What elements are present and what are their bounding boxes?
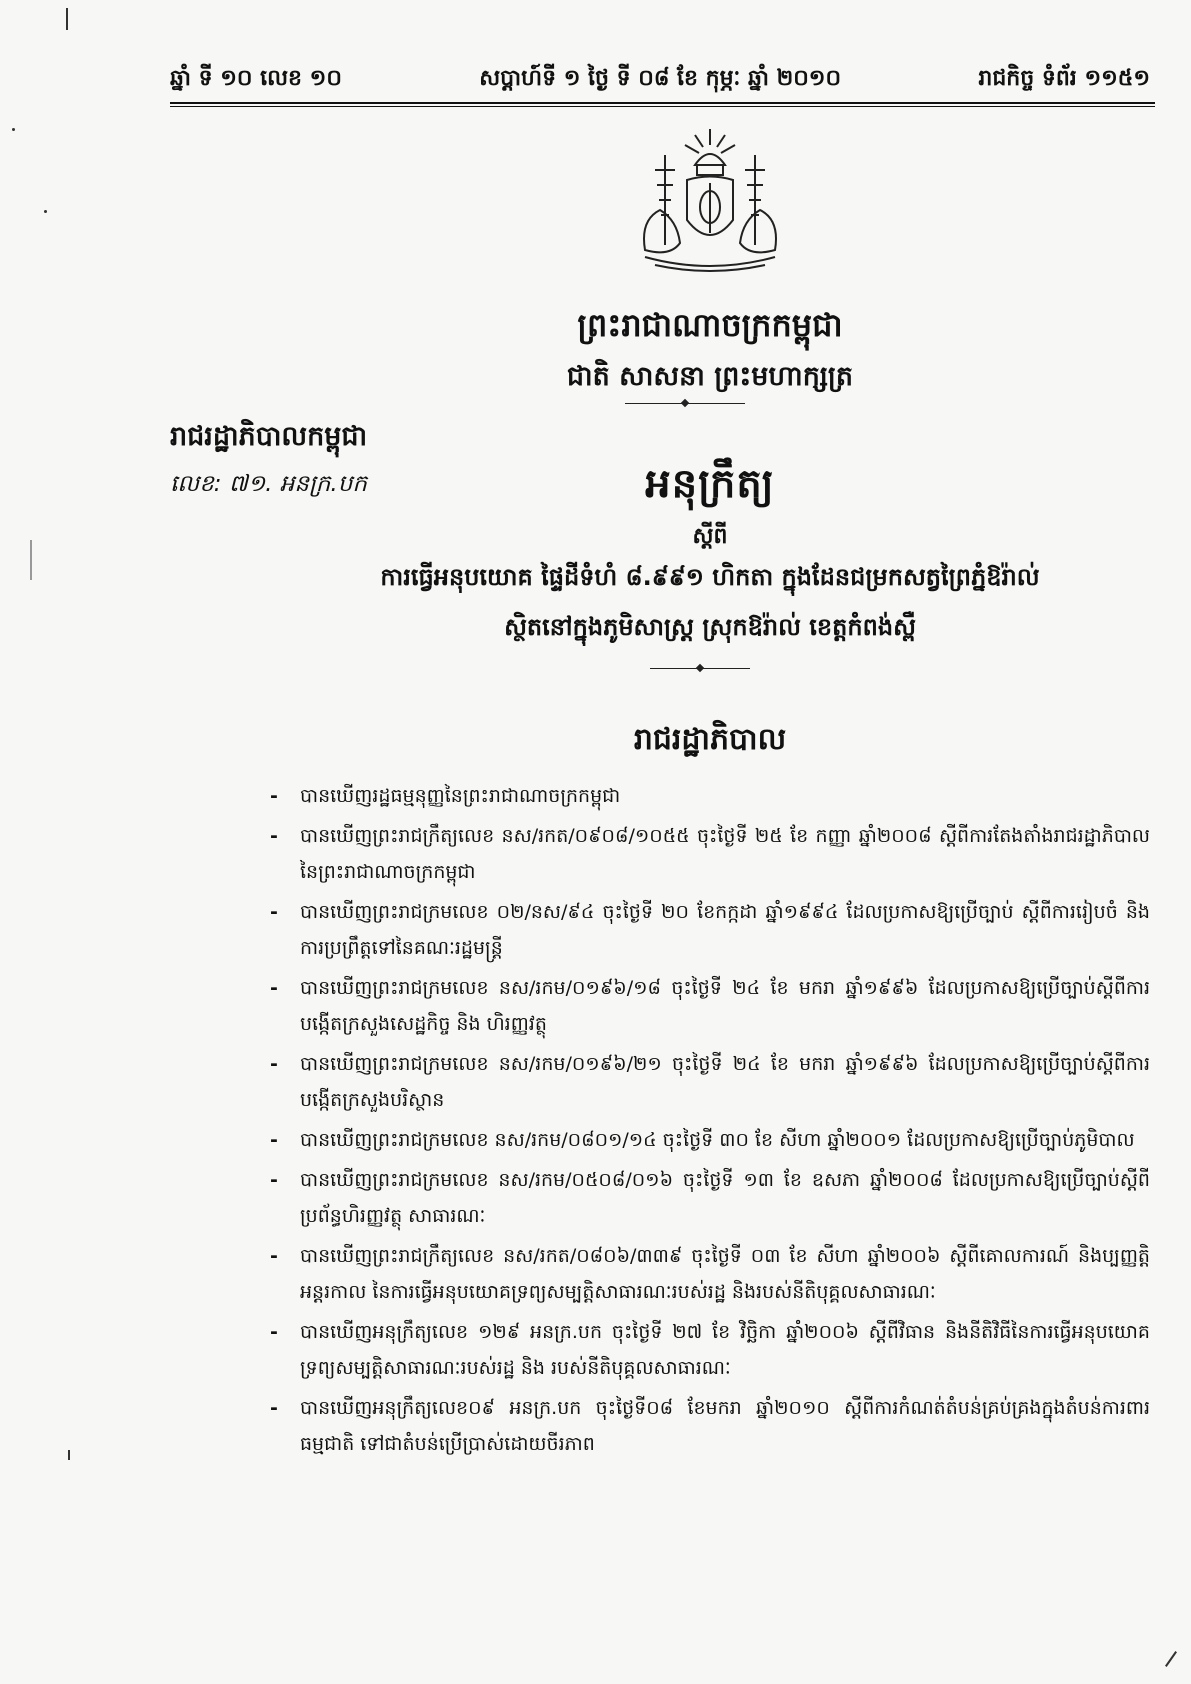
list-item-text: បានឃើញព្រះរាជក្រមលេខ នស/រកម/០៥០៨/០១៦ ចុះថ្ងៃទី ១៣ ខែ ឧសភា ឆ្នាំ២០០៨ ដែលប្រកាសឱ្យប្រើច្បាប់ស្ដីពីប្រព័ន្ធហិរញ្ញវត្ថុ សាធារណៈ [300,1169,1150,1227]
scan-artifact [68,1450,70,1460]
list-item-text: បានឃើញអនុក្រឹត្យលេខ ១២៩ អនក្រ.បក ចុះថ្ងៃទី ២៧ ខែ វិច្ឆិកា ឆ្នាំ២០០៦ ស្ដីពីវិធាន និងនីតិវិធីនៃការធ្វើអនុបយោគទ្រព្យសម្បត្តិសាធារណៈរបស់រដ្ឋ និង របស់នីតិបុគ្គលសាធារណៈ [300,1321,1150,1379]
list-item-text: បានឃើញព្រះរាជក្រឹត្យលេខ នស/រកត/០៨០៦/៣៣៩ ចុះថ្ងៃទី ០៣ ខែ សីហា ឆ្នាំ២០០៦ ស្ដីពីគោលការណ៍ និងប្បញ្ញត្តិអន្តរកាល នៃការធ្វើអនុបយោគទ្រព្យសម្បត្តិសាធារណៈរបស់រដ្ឋ និងរបស់នីតិបុគ្គលសាធារណៈ [300,1245,1150,1303]
scan-artifact [66,8,68,30]
royal-emblem-icon [625,125,795,275]
national-motto: ជាតិ សាសនា ព្រះមហាក្សត្រ [566,361,854,392]
list-item: - បានឃើញព្រះរាជក្រមលេខ នស/រកម/០៥០៨/០១៦ ចុះថ្ងៃទី ១៣ ខែ ឧសភា ឆ្នាំ២០០៨ ដែលប្រកាសឱ្យប្រើច្បាប់ស្ដីពីប្រព័ន្ធហិរញ្ញវត្ថុ សាធារណៈ [270,1169,1150,1227]
decree-title-line-1: ការធ្វើអនុបយោគ ផ្ទៃដីទំហំ ៨.៩៩១ ហិកតា ក្នុងដែនជម្រកសត្វព្រៃភ្នំឱរ៉ាល់ [380,563,1040,591]
ornament-divider [650,668,750,669]
ornament-divider [625,403,745,404]
list-item-text: បានឃើញព្រះរាជក្រមលេខ នស/រកម/០១៩៦/១៨ ចុះថ្ងៃទី ២៤ ខែ មករា ឆ្នាំ១៩៩៦ ដែលប្រកាសឱ្យប្រើច្បាប់ស្ដីពីការបង្កើតក្រសួងសេដ្ឋកិច្ច និង ហិរញ្ញវត្ថុ [300,977,1150,1035]
list-item: - បានឃើញព្រះរាជក្រមលេខ នស/រកម/០៨០១/១៤ ចុះថ្ងៃទី ៣០ ខែ សីហា ឆ្នាំ២០០១ ដែលប្រកាសឱ្យប្រើច្បាប់ភូមិបាល [270,1129,1135,1151]
scan-artifact [44,210,47,213]
list-item: - បានឃើញព្រះរាជក្រមលេខ ០២/នស/៩៤ ចុះថ្ងៃទី ២០ ខែកក្កដា ឆ្នាំ១៩៩៤ ដែលប្រកាសឱ្យប្រើច្បាប់ ស្ដីពីការរៀបចំ និង ការប្រព្រឹត្តទៅនៃគណៈរដ្ឋមន្ត្រី [270,901,1150,959]
government-label: រាជរដ្ឋាភិបាលកម្ពុជា [170,421,368,452]
list-item: - បានឃើញព្រះរាជក្រឹត្យលេខ នស/រកត/០៩០៨/១០៥៥ ចុះថ្ងៃទី ២៥ ខែ កញ្ញា ឆ្នាំ២០០៨ ស្ដីពីការតែងតាំងរាជរដ្ឋាភិបាល នៃព្រះរាជាណាចក្រកម្ពុជា [270,825,1150,883]
list-item-text: បានឃើញព្រះរាជក្រឹត្យលេខ នស/រកត/០៩០៨/១០៥៥ ចុះថ្ងៃទី ២៥ ខែ កញ្ញា ឆ្នាំ២០០៨ ស្ដីពីការតែងតាំងរាជរដ្ឋាភិបាល នៃព្រះរាជាណាចក្រកម្ពុជា [300,825,1150,883]
regarding-label: ស្តីពី [692,524,728,549]
list-item-text: បានឃើញអនុក្រឹត្យលេខ០៩ អនក្រ.បក ចុះថ្ងៃទី០៨ ខែមករា ឆ្នាំ២០១០ ស្ដីពីការកំណត់តំបន់គ្រប់គ្រងក្នុងតំបន់ការពារធម្មជាតិ ទៅជាតំបន់ប្រើប្រាស់ដោយចីរភាព [300,1397,1150,1455]
list-item: - បានឃើញអនុក្រឹត្យលេខ០៩ អនក្រ.បក ចុះថ្ងៃទី០៨ ខែមករា ឆ្នាំ២០១០ ស្ដីពីការកំណត់តំបន់គ្រប់គ្រងក្នុងតំបន់ការពារធម្មជាតិ ទៅជាតំបន់ប្រើប្រាស់ដោយចីរភាព [270,1397,1150,1455]
gazette-header [170,62,1150,98]
list-item: - បានឃើញអនុក្រឹត្យលេខ ១២៩ អនក្រ.បក ចុះថ្ងៃទី ២៧ ខែ វិច្ឆិកា ឆ្នាំ២០០៦ ស្ដីពីវិធាន និងនីតិវិធីនៃការធ្វើអនុបយោគទ្រព្យសម្បត្តិសាធារណៈរបស់រដ្ឋ និង របស់នីតិបុគ្គលសាធារណៈ [270,1321,1150,1379]
list-item: - បានឃើញរដ្ឋធម្មនុញ្ញនៃព្រះរាជាណាចក្រកម្ពុជា [270,785,621,807]
scan-artifact [1165,1651,1177,1667]
kingdom-title: ព្រះរាជាណាចក្រកម្ពុជា [577,306,843,344]
list-item: - បានឃើញព្រះរាជក្រឹត្យលេខ នស/រកត/០៨០៦/៣៣៩ ចុះថ្ងៃទី ០៣ ខែ សីហា ឆ្នាំ២០០៦ ស្ដីពីគោលការណ៍ និងប្បញ្ញត្តិអន្តរកាល នៃការធ្វើអនុបយោគទ្រព្យសម្បត្តិសាធារណៈរបស់រដ្ឋ និងរបស់នីតិបុគ្គលសាធារណៈ [270,1245,1150,1303]
list-item-text: បានឃើញព្រះរាជក្រមលេខ នស/រកម/០១៩៦/២១ ចុះថ្ងៃទី ២៤ ខែ មករា ឆ្នាំ១៩៩៦ ដែលប្រកាសឱ្យប្រើច្បាប់ស្ដីពីការបង្កើតក្រសួងបរិស្ថាន [300,1053,1150,1111]
header-rule [170,102,1155,107]
header-date: សប្ដាហ៍ទី ១ ថ្ងៃ ទី ០៨ ខែ កុម្ភៈ ឆ្នាំ ២០១០ [479,66,842,91]
decree-title-line-2: ស្ថិតនៅក្នុងភូមិសាស្ត្រ ស្រុកឱរ៉ាល់ ខេត្តកំពង់ស្ពឺ [504,613,916,641]
scan-artifact [12,128,15,131]
header-page: រាជកិច្ច ទំព័រ ១១៥១ [978,66,1150,91]
considerations-list [270,778,1150,1466]
list-item-text: បានឃើញព្រះរាជក្រមលេខ នស/រកម/០៨០១/១៤ ចុះថ្ងៃទី ៣០ ខែ សីហា ឆ្នាំ២០០១ ដែលប្រកាសឱ្យប្រើច្បាប់ភូមិបាល [300,1129,1135,1151]
list-item: - បានឃើញព្រះរាជក្រមលេខ នស/រកម/០១៩៦/២១ ចុះថ្ងៃទី ២៤ ខែ មករា ឆ្នាំ១៩៩៦ ដែលប្រកាសឱ្យប្រើច្បាប់ស្ដីពីការបង្កើតក្រសួងបរិស្ថាន [270,1053,1150,1111]
document-type: អនុក្រឹត្យ [645,461,775,507]
header-issue: ឆ្នាំ ទី ១០ លេខ ១០ [170,66,342,91]
list-item-text: បានឃើញរដ្ឋធម្មនុញ្ញនៃព្រះរាជាណាចក្រកម្ពុជា [300,785,621,807]
list-item-text: បានឃើញព្រះរាជក្រមលេខ ០២/នស/៩៤ ចុះថ្ងៃទី ២០ ខែកក្កដា ឆ្នាំ១៩៩៤ ដែលប្រកាសឱ្យប្រើច្បាប់ ស្ដីពីការរៀបចំ និង ការប្រព្រឹត្តទៅនៃគណៈរដ្ឋមន្ត្រី [300,901,1150,959]
decree-number: លេខ: ៧១. អនក្រ.បក [170,471,367,497]
list-item: - បានឃើញព្រះរាជក្រមលេខ នស/រកម/០១៩៦/១៨ ចុះថ្ងៃទី ២៤ ខែ មករា ឆ្នាំ១៩៩៦ ដែលប្រកាសឱ្យប្រើច្បាប់ស្ដីពីការបង្កើតក្រសួងសេដ្ឋកិច្ច និង ហិរញ្ញវត្ថុ [270,977,1150,1035]
government-heading: រាជរដ្ឋាភិបាល [633,722,787,757]
scan-artifact [30,540,32,580]
